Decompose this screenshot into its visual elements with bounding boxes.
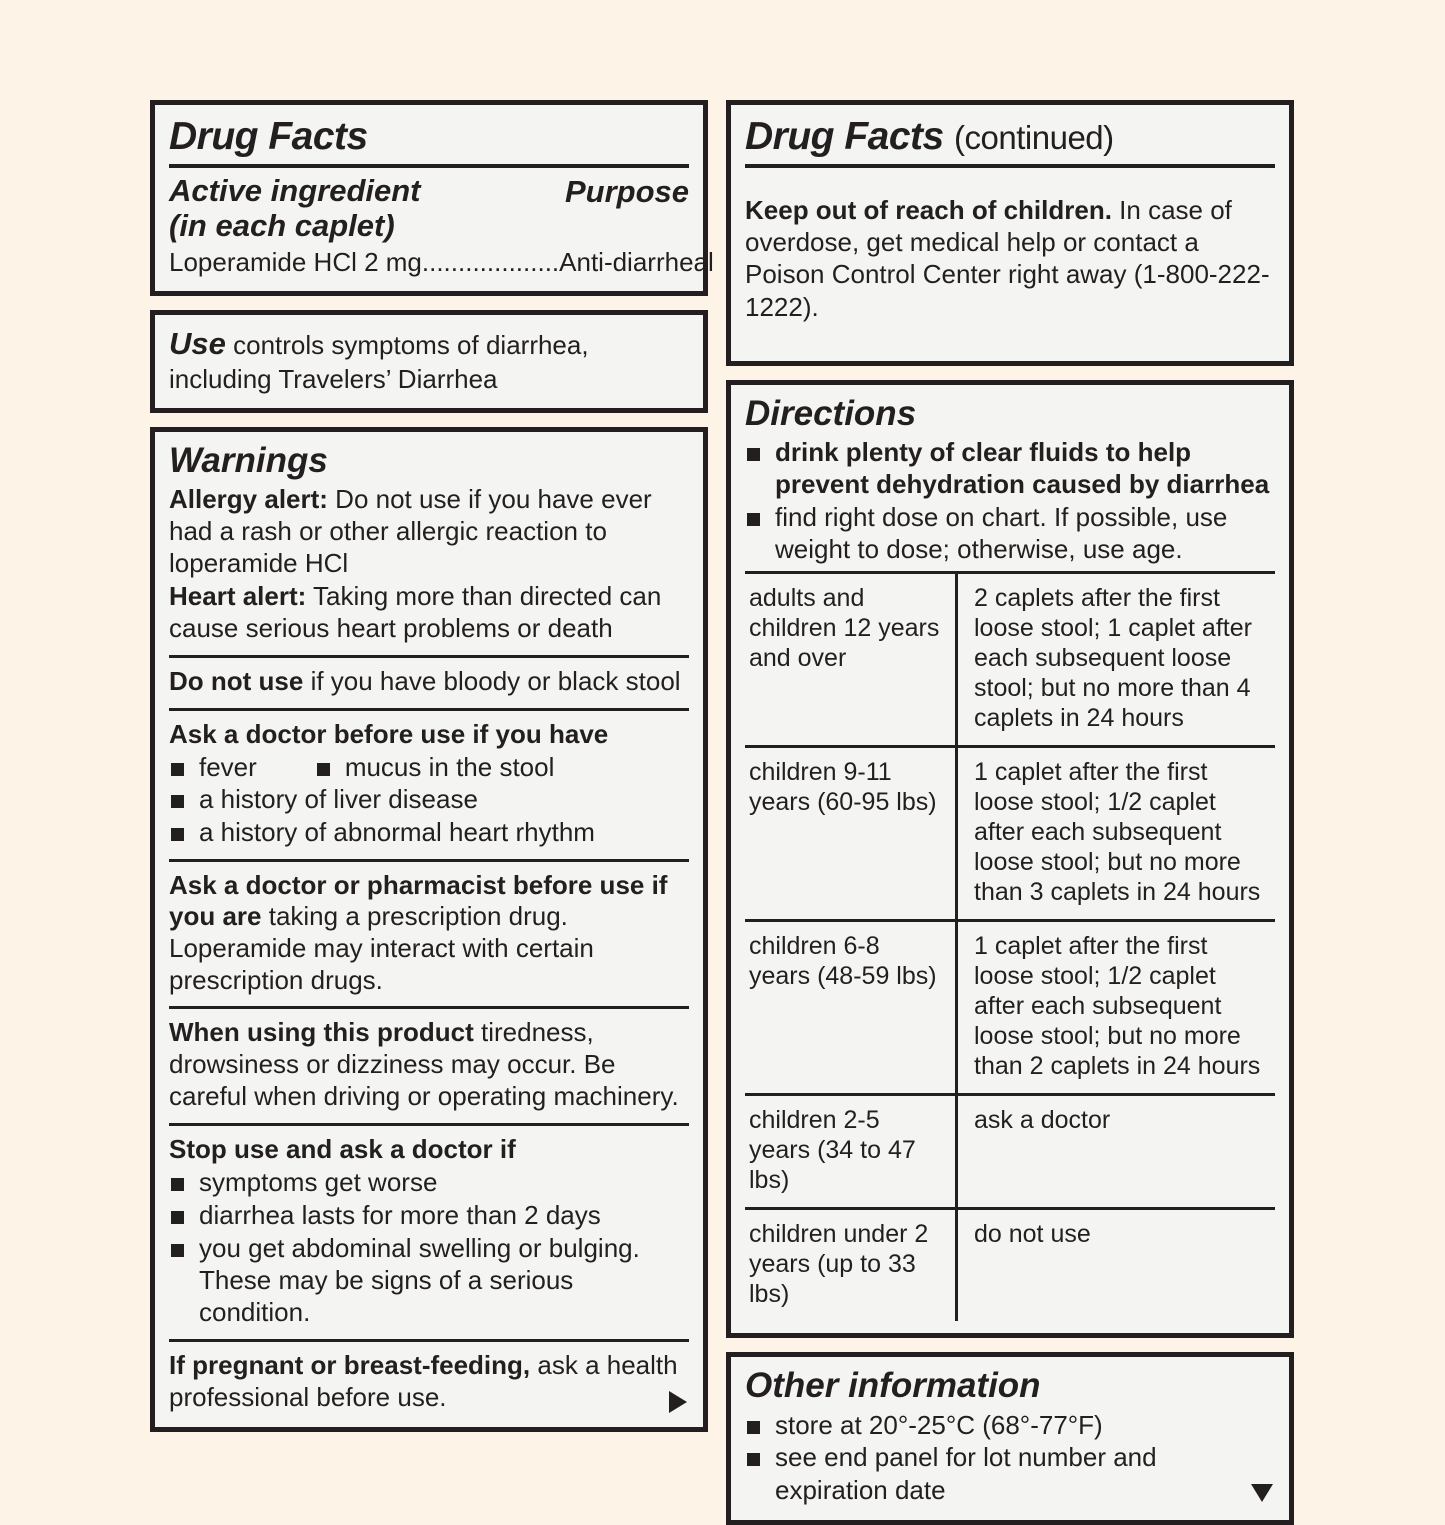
dose-age: adults and children 12 years and over: [745, 573, 957, 747]
pregnant-warning-text: ask a health professional before use.: [169, 1349, 678, 1412]
allergy-alert: [169, 484, 689, 579]
divider: [169, 859, 689, 862]
table-row: [745, 1209, 1275, 1322]
when-using-label: When using this product: [169, 1017, 474, 1048]
divider: [169, 708, 689, 711]
other-information-list: [745, 1410, 1275, 1507]
other-information-box: [726, 1352, 1294, 1525]
table-row: [745, 747, 1275, 921]
keep-out-of-reach-box: [726, 100, 1294, 366]
dosage-table: [745, 571, 1275, 1321]
use-heading: Use: [169, 325, 226, 361]
divider: [169, 1123, 689, 1126]
stop-use-heading: Stop use and ask a doctor if: [169, 1133, 516, 1164]
stop-use-list: [169, 1167, 689, 1329]
ask-pharmacist-label: Ask a doctor or pharmacist before use if you are: [169, 869, 668, 932]
list-item: find right dose on chart. If possible, use weight to dose; otherwise, use age.: [745, 502, 1275, 565]
left-column: [150, 100, 714, 1412]
page-title: Drug Facts: [169, 115, 368, 158]
divider: [169, 1006, 689, 1009]
divider: [169, 1339, 689, 1342]
dose-age: children 2-5 years (34 to 47 lbs): [745, 1095, 957, 1209]
use-text-2: including Travelers’ Diarrhea: [169, 364, 498, 395]
heart-alert: [169, 581, 689, 644]
use-text: Use controls symptoms of diarrhea,: [169, 325, 589, 361]
dose-directions: ask a doctor: [957, 1095, 1276, 1209]
directions-box: [726, 380, 1294, 1338]
table-row: [745, 1095, 1275, 1209]
ask-doctor-list: [169, 784, 689, 848]
do-not-use: [169, 666, 689, 698]
list-item: symptoms get worse: [169, 1167, 689, 1199]
dose-directions: 2 caplets after the first loose stool; 1 caplet after each subsequent loose stool; but no more than 4 caplets in 24 hours: [957, 573, 1276, 747]
allergy-alert-text: Do not use if you have ever had a rash or other allergic reaction to loperamide HCl: [169, 484, 652, 578]
ask-pharmacist-text: taking a prescription drug. Loperamide may interact with certain prescription drugs.: [169, 901, 594, 995]
active-ingredient-value: Loperamide HCl 2 mg...................Anti-diarrheal: [169, 247, 714, 278]
keep-out-of-reach-detail: In case of overdose, get medical help or contact a Poison Control Center right away (1-800-222-1222).: [745, 194, 1270, 322]
active-ingredient-box: [150, 100, 714, 296]
table-row: [745, 573, 1275, 747]
warnings-title: Warnings: [169, 440, 328, 480]
pregnant-warning-label: If pregnant or breast-feeding,: [169, 1349, 531, 1380]
directions-list: [745, 437, 1275, 565]
divider: [745, 164, 1275, 168]
ask-doctor-heading: Ask a doctor before use if you have: [169, 718, 609, 749]
list-item-continued: expiration date: [775, 1475, 946, 1506]
list-item: see end panel for lot number and: [745, 1442, 1275, 1474]
keep-out-of-reach-label: Keep out of reach of children.: [745, 194, 1112, 225]
list-item: store at 20°-25°C (68°-77°F): [745, 1410, 1275, 1442]
heart-alert-label: Heart alert:: [169, 581, 307, 612]
when-using-product: [169, 1017, 689, 1112]
ask-pharmacist: [169, 870, 689, 997]
do-not-use-label: Do not use: [169, 665, 304, 696]
dose-age: children 6-8 years (48-59 lbs): [745, 921, 957, 1095]
do-not-use-text: if you have bloody or black stool: [303, 665, 681, 696]
dose-directions: 1 caplet after the first loose stool; 1/2 caplet after each subsequent loose stool; but no more than 3 caplets in 24 hours: [957, 747, 1276, 921]
use-box: [150, 310, 708, 413]
list-item: a history of abnormal heart rhythm: [169, 817, 689, 849]
active-ingredient-label: Active ingredient (in each caplet): [169, 172, 421, 243]
triangle-down-icon: [1251, 1484, 1273, 1502]
ask-doctor-inline-list: [169, 752, 689, 784]
dose-directions: 1 caplet after the first loose stool; 1/2 caplet after each subsequent loose stool; but no more than 2 caplets in 24 hours: [957, 921, 1276, 1095]
list-item: mucus in the stool: [315, 752, 555, 784]
table-row: [745, 921, 1275, 1095]
keep-out-of-reach-text: [745, 194, 1275, 323]
divider: [169, 655, 689, 658]
list-item: diarrhea lasts for more than 2 days: [169, 1200, 689, 1232]
page-title-continued: Drug Facts (continued): [745, 115, 1114, 158]
dose-age: children 9-11 years (60-95 lbs): [745, 747, 957, 921]
list-item: you get abdominal swelling or bulging.: [169, 1233, 689, 1265]
allergy-alert-label: Allergy alert:: [169, 484, 328, 515]
right-column: [726, 100, 1294, 1506]
pregnant-warning: [169, 1350, 689, 1413]
heart-alert-text: Taking more than directed can cause serious heart problems or death: [169, 581, 662, 644]
list-item: fever: [169, 752, 257, 784]
dose-directions: do not use: [957, 1209, 1276, 1322]
warnings-box: [150, 427, 708, 1432]
triangle-right-icon: [669, 1391, 687, 1413]
directions-title: Directions: [745, 393, 917, 433]
list-item-continued: These may be signs of a serious condition.: [199, 1265, 574, 1328]
purpose-label: Purpose: [564, 173, 689, 209]
other-information-title: Other information: [745, 1366, 1041, 1406]
list-item: a history of liver disease: [169, 784, 689, 816]
when-using-text: tiredness, drowsiness or dizziness may occur. Be careful when driving or operating machinery.: [169, 1017, 679, 1111]
dose-age: children under 2 years (up to 33 lbs): [745, 1209, 957, 1322]
divider: [169, 164, 689, 168]
list-item: drink plenty of clear fluids to help prevent dehydration caused by diarrhea: [745, 437, 1275, 500]
